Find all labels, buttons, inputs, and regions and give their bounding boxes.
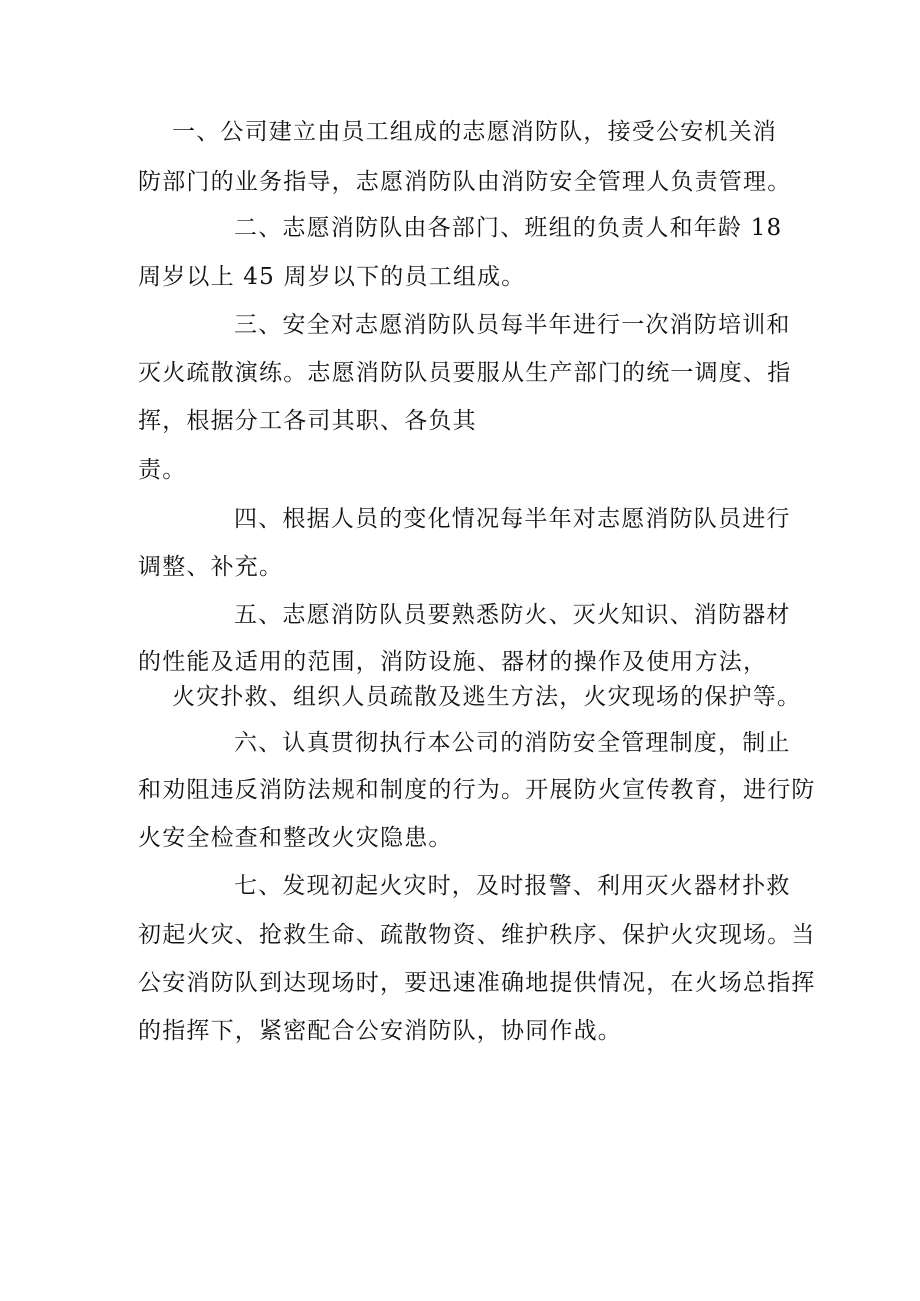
text-line: 挥，根据分工各司其职、各负其 xyxy=(138,408,477,434)
text-line: 五、志愿消防队员要熟悉防火、灭火知识、消防器材 xyxy=(234,602,791,628)
text-line: 防部门的业务指导，志愿消防队由消防安全管理人负责管理。 xyxy=(138,169,792,195)
text-line: 的指挥下，紧密配合公安消防队，协同作战。 xyxy=(138,1018,622,1044)
text-line: 火安全检查和整改火灾隐患。 xyxy=(138,825,453,851)
text-line: 六、认真贯彻执行本公司的消防安全管理制度，制止 xyxy=(234,730,791,756)
text-line: 初起火灾、抢救生命、疏散物资、维护秩序、保护火灾现场。当 xyxy=(138,922,816,948)
text-line: 调整、补充。 xyxy=(138,554,284,580)
text-line: 二、志愿消防队由各部门、班组的负责人和年龄 18 xyxy=(234,215,783,241)
text-line: 四、根据人员的变化情况每半年对志愿消防队员进行 xyxy=(234,506,791,532)
text-line: 公安消防队到达现场时，要迅速准确地提供情况，在火场总指挥 xyxy=(138,970,816,996)
text-line: 三、安全对志愿消防队员每半年进行一次消防培训和 xyxy=(234,312,791,338)
text-line: 火灾扑救、组织人员疏散及逃生方法，火灾现场的保护等。 xyxy=(172,684,802,710)
text-line: 灭火疏散演练。志愿消防队员要服从生产部门的统一调度、指 xyxy=(138,360,792,386)
text-line: 的性能及适用的范围，消防设施、器材的操作及使用方法， xyxy=(138,649,768,675)
text-line: 和劝阻违反消防法规和制度的行为。开展防火宣传教育，进行防 xyxy=(138,777,816,803)
text-line: 周岁以上 45 周岁以下的员工组成。 xyxy=(138,264,526,290)
text-line: 责。 xyxy=(138,457,187,483)
text-line: 七、发现初起火灾时，及时报警、利用灭火器材扑救 xyxy=(234,873,791,899)
text-line: 一、公司建立由员工组成的志愿消防队，接受公安机关消 xyxy=(172,119,777,145)
